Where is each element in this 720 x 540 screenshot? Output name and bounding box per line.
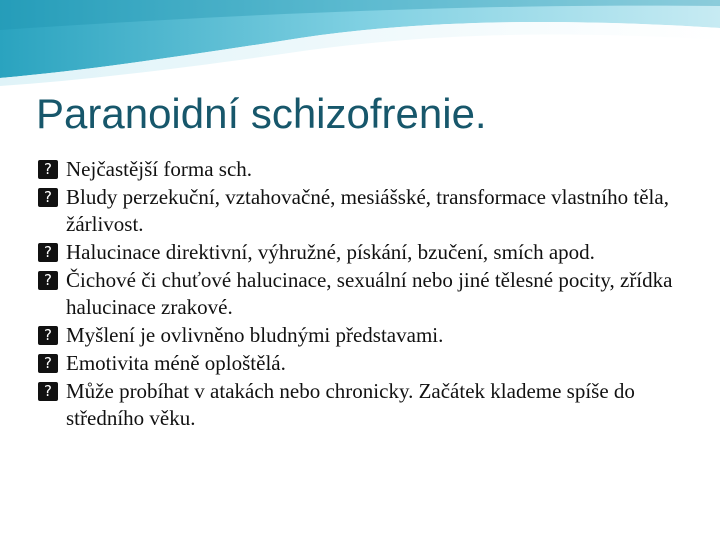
list-item-text: Může probíhat v atakách nebo chronicky. Začátek klademe spíše do středního věku.: [66, 379, 635, 430]
list-item: [38, 156, 698, 183]
list-item-text: Myšlení je ovlivněno bludnými představami.: [66, 323, 444, 347]
bullet-list: [38, 156, 698, 433]
list-item: [38, 378, 698, 432]
replacement-glyph-icon: ?: [38, 160, 58, 179]
replacement-glyph-icon: ?: [38, 382, 58, 401]
slide-title: Paranoidní schizofrenie.: [36, 90, 487, 137]
replacement-glyph-icon: ?: [38, 271, 58, 290]
replacement-glyph-icon: ?: [38, 188, 58, 207]
list-item: [38, 350, 698, 377]
list-item: [38, 322, 698, 349]
list-item-text: Bludy perzekuční, vztahovačné, mesiášské, transformace vlastního těla, žárlivost.: [66, 185, 669, 236]
list-item-text: Čichové či chuťové halucinace, sexuální nebo jiné tělesné pocity, zřídka halucinace zrakové.: [66, 268, 673, 319]
list-item: [38, 267, 698, 321]
list-item: [38, 239, 698, 266]
list-item-text: Emotivita méně oploštělá.: [66, 351, 286, 375]
list-item-text: Halucinace direktivní, výhružné, pískání, bzučení, smích apod.: [66, 240, 595, 264]
replacement-glyph-icon: ?: [38, 354, 58, 373]
list-item: [38, 184, 698, 238]
header-wave-decoration: [0, 0, 720, 90]
replacement-glyph-icon: ?: [38, 243, 58, 262]
list-item-text: Nejčastější forma sch.: [66, 157, 253, 181]
replacement-glyph-icon: ?: [38, 326, 58, 345]
